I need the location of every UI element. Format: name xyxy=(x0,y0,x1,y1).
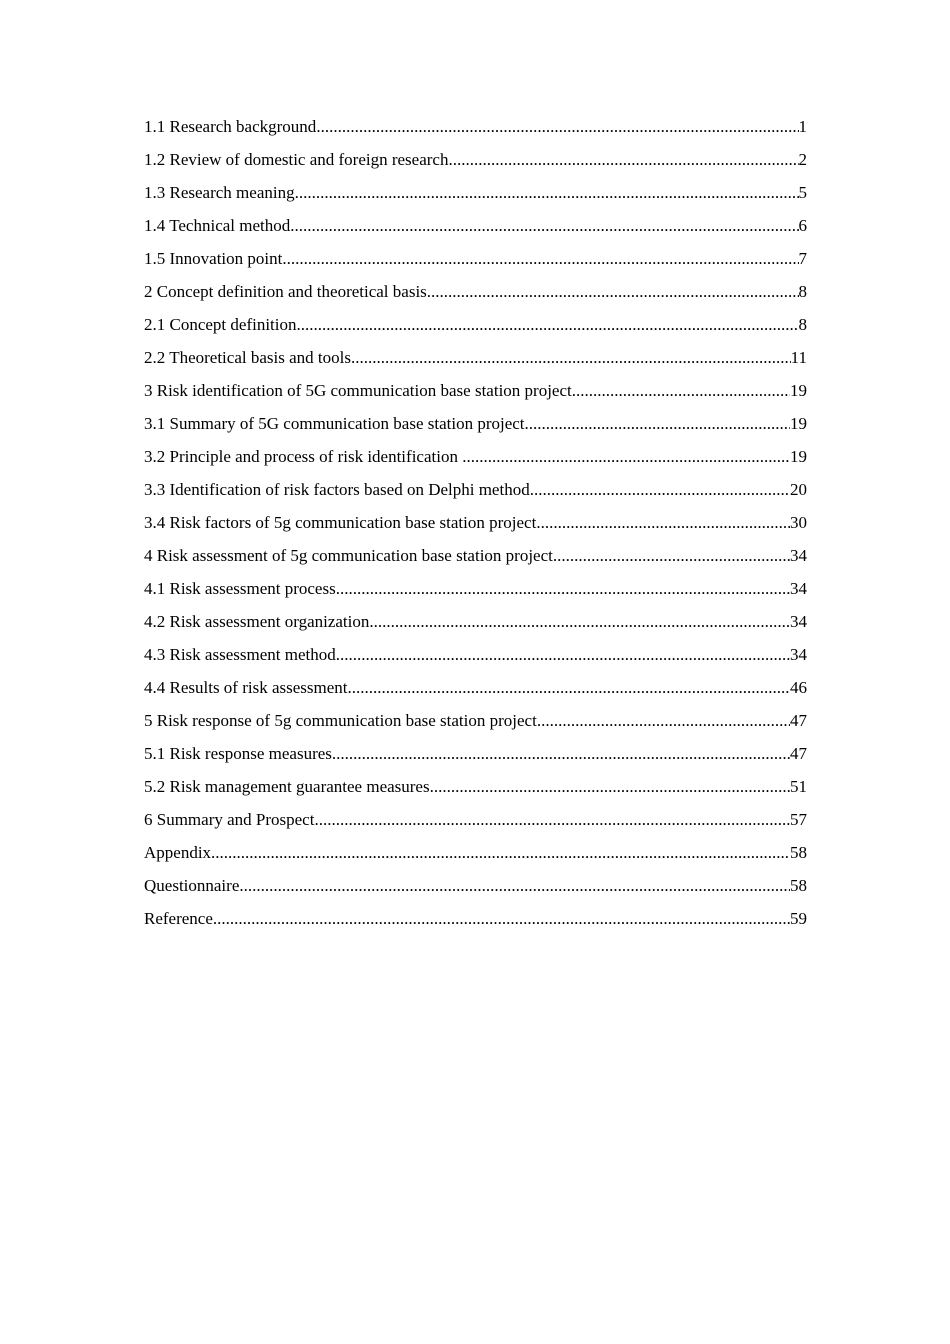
toc-dot-leader xyxy=(351,343,791,372)
toc-dot-leader xyxy=(462,442,790,471)
toc-entry[interactable] xyxy=(144,673,807,706)
toc-dot-leader xyxy=(295,178,799,207)
toc-entry-page: 20 xyxy=(790,480,807,499)
toc-entry[interactable] xyxy=(144,211,807,244)
toc-entry-page: 6 xyxy=(798,216,807,235)
toc-dot-leader xyxy=(211,838,790,867)
toc-entry-title: 3.4 Risk factors of 5g communication base station project xyxy=(144,513,537,532)
toc-entry-title: 4.3 Risk assessment method xyxy=(144,645,336,664)
toc-entry[interactable] xyxy=(144,310,807,343)
toc-entry[interactable] xyxy=(144,244,807,277)
toc-dot-leader xyxy=(369,607,790,636)
toc-entry-title: 4.4 Results of risk assessment xyxy=(144,678,348,697)
toc-dot-leader xyxy=(290,211,798,240)
toc-dot-leader xyxy=(572,376,790,405)
toc-entry[interactable] xyxy=(144,607,807,640)
toc-entry-page: 51 xyxy=(790,777,807,796)
toc-entry[interactable] xyxy=(144,277,807,310)
toc-entry[interactable] xyxy=(144,640,807,673)
toc-entry-title: Appendix xyxy=(144,843,212,862)
toc-entry-page: 7 xyxy=(798,249,807,268)
toc-entry-page: 34 xyxy=(790,612,807,631)
toc-entry[interactable] xyxy=(144,706,807,739)
toc-entry-page: 8 xyxy=(798,282,807,301)
toc-dot-leader xyxy=(239,871,790,900)
toc-entry-page: 19 xyxy=(790,447,807,466)
toc-entry-page: 58 xyxy=(790,876,807,895)
toc-dot-leader xyxy=(332,739,790,768)
toc-entry-page: 19 xyxy=(790,414,807,433)
table-of-contents xyxy=(144,112,807,937)
toc-dot-leader xyxy=(314,805,790,834)
toc-entry-page: 46 xyxy=(790,678,807,697)
toc-entry[interactable] xyxy=(144,739,807,772)
toc-entry[interactable] xyxy=(144,574,807,607)
toc-entry-title: 1.5 Innovation point xyxy=(144,249,283,268)
toc-entry-page: 58 xyxy=(790,843,807,862)
toc-entry-page: 57 xyxy=(790,810,807,829)
toc-entry-title: 4.2 Risk assessment organization xyxy=(144,612,370,631)
toc-entry-title: 1.3 Research meaning xyxy=(144,183,295,202)
toc-dot-leader xyxy=(553,541,790,570)
toc-entry-page: 8 xyxy=(798,315,807,334)
toc-dot-leader xyxy=(536,508,790,537)
toc-dot-leader xyxy=(336,574,790,603)
toc-entry-title: Questionnaire xyxy=(144,876,240,895)
toc-entry-page: 30 xyxy=(790,513,807,532)
toc-entry-page: 1 xyxy=(798,117,807,136)
toc-entry-page: 47 xyxy=(790,711,807,730)
toc-entry[interactable] xyxy=(144,112,807,145)
toc-dot-leader xyxy=(348,673,790,702)
toc-entry-title: 4 Risk assessment of 5g communication base station project xyxy=(144,546,553,565)
toc-entry-title: 1.1 Research background xyxy=(144,117,317,136)
toc-entry-page: 2 xyxy=(798,150,807,169)
toc-dot-leader xyxy=(448,145,798,174)
toc-entry[interactable] xyxy=(144,904,807,937)
toc-entry-title: Reference xyxy=(144,909,213,928)
toc-entry-page: 5 xyxy=(798,183,807,202)
toc-entry-title: 5.2 Risk management guarantee measures xyxy=(144,777,430,796)
toc-entry[interactable] xyxy=(144,409,807,442)
toc-entry[interactable] xyxy=(144,376,807,409)
toc-entry-title: 2 Concept definition and theoretical basis xyxy=(144,282,427,301)
toc-entry-title: 5 Risk response of 5g communication base station project xyxy=(144,711,537,730)
toc-entry-title: 3.1 Summary of 5G communication base station project xyxy=(144,414,525,433)
toc-dot-leader xyxy=(282,244,798,273)
toc-dot-leader xyxy=(297,310,799,339)
toc-entry[interactable] xyxy=(144,178,807,211)
toc-entry[interactable] xyxy=(144,871,807,904)
toc-entry[interactable] xyxy=(144,475,807,508)
toc-entry[interactable] xyxy=(144,343,807,376)
toc-entry[interactable] xyxy=(144,541,807,574)
toc-dot-leader xyxy=(336,640,790,669)
toc-entry-title: 2.1 Concept definition xyxy=(144,315,297,334)
toc-entry-title: 6 Summary and Prospect xyxy=(144,810,315,829)
toc-dot-leader xyxy=(430,772,790,801)
toc-entry-page: 47 xyxy=(790,744,807,763)
toc-entry-page: 34 xyxy=(790,645,807,664)
toc-entry-title: 1.2 Review of domestic and foreign research xyxy=(144,150,449,169)
toc-entry-title: 1.4 Technical method xyxy=(144,216,291,235)
toc-entry-title: 3 Risk identification of 5G communication base station project xyxy=(144,381,572,400)
toc-entry-title: 3.3 Identification of risk factors based on Delphi method xyxy=(144,480,530,499)
toc-entry[interactable] xyxy=(144,508,807,541)
toc-entry[interactable] xyxy=(144,145,807,178)
toc-entry-page: 11 xyxy=(790,348,807,367)
toc-entry-title: 4.1 Risk assessment process xyxy=(144,579,336,598)
toc-dot-leader xyxy=(427,277,799,306)
toc-entry[interactable] xyxy=(144,772,807,805)
toc-entry-page: 19 xyxy=(790,381,807,400)
toc-entry[interactable] xyxy=(144,805,807,838)
toc-entry[interactable] xyxy=(144,838,807,871)
toc-entry-title: 2.2 Theoretical basis and tools xyxy=(144,348,351,367)
toc-entry-page: 59 xyxy=(790,909,807,928)
toc-dot-leader xyxy=(316,112,798,141)
toc-entry-title: 3.2 Principle and process of risk identification xyxy=(144,447,463,466)
toc-dot-leader xyxy=(525,409,790,438)
toc-entry-page: 34 xyxy=(790,579,807,598)
toc-dot-leader xyxy=(530,475,790,504)
toc-entry-title: 5.1 Risk response measures xyxy=(144,744,332,763)
toc-entry-page: 34 xyxy=(790,546,807,565)
toc-entry[interactable] xyxy=(144,442,807,475)
toc-dot-leader xyxy=(213,904,790,933)
toc-dot-leader xyxy=(537,706,790,735)
